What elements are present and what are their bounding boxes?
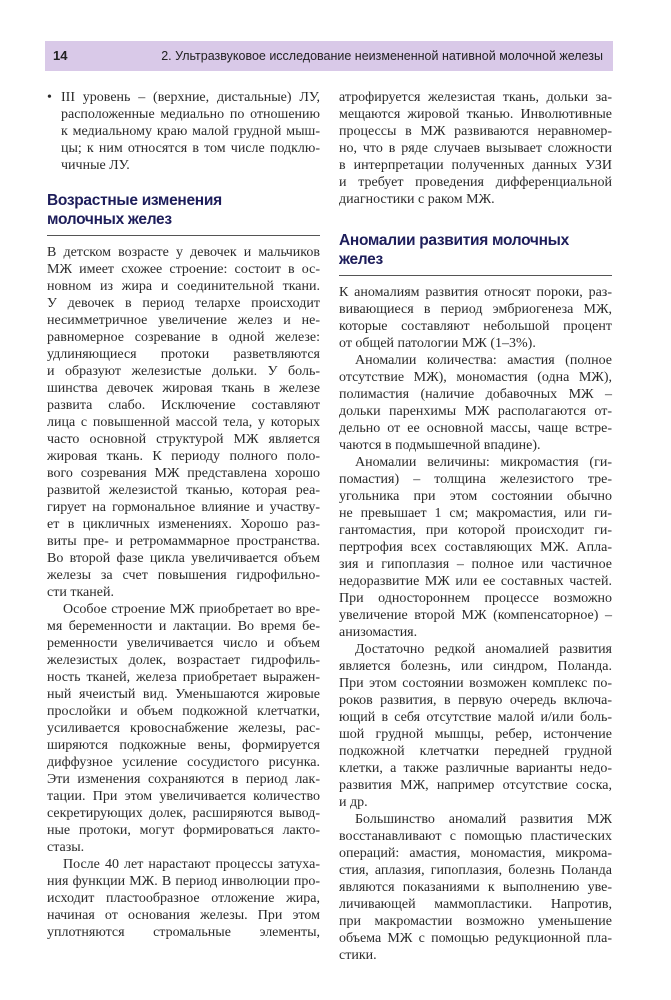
text-line: дольки паренхимы МЖ располагаются от- [339, 404, 612, 419]
text-line: гирует на гормональное влияние и участву- [47, 500, 320, 515]
paragraph [339, 641, 612, 811]
bullet-icon: • [47, 90, 52, 105]
text-line: усиливается кровоснабжение железы, рас- [47, 721, 320, 736]
text-line: чичные ЛУ. [61, 158, 130, 173]
text-line: ный ячеистый вид. Уменьшаются жировые [47, 687, 320, 702]
text-line: клетки, а также различные варианты недо- [339, 761, 612, 776]
text-line: вивающиеся в период эмбриогенеза МЖ, [339, 302, 612, 317]
text-line: диффузное усиление сосудистого рисунка. [47, 755, 320, 770]
text-line: шинства девочек жировая ткань в железе [47, 381, 320, 396]
text-line: роков развития, в первую очередь включа- [339, 693, 612, 708]
text-line: ет в цикличных изменениях. Хорошо раз- [47, 517, 320, 532]
text-line: развития МЖ, например отсутствие соска, [339, 778, 612, 793]
text-line: При одностороннем процессе возможно [339, 591, 612, 606]
text-line: После 40 лет нарастают процессы затуха- [63, 857, 320, 872]
text-line: ния функции МЖ. В период инволюции про- [47, 874, 320, 889]
text-line: Аномалии величины: микромастия (ги- [355, 455, 612, 470]
text-line: начиная от основания железы. При этом [47, 908, 320, 923]
text-line: диагностики с раком МЖ. [339, 192, 495, 207]
text-line: полимастия (наличие добавочных МЖ – [339, 387, 612, 402]
text-line: равномерное созревание в одной железе: [47, 330, 320, 345]
paragraph [47, 244, 320, 601]
heading-line: Аномалии развития молочных желез [339, 232, 569, 268]
paragraph [47, 856, 320, 941]
text-line: цы; к ним относятся в том числе подклю- [61, 141, 320, 156]
section-heading [339, 231, 612, 276]
text-line: III уровень – (верхние, дистальные) ЛУ, [61, 90, 320, 105]
text-line: объема МЖ с помощью редукционной пла- [339, 931, 612, 946]
text-line: увеличение второй МЖ (компенсаторное) – [339, 608, 612, 623]
text-line: угольника при этом состоянии обычно [339, 489, 612, 504]
text-line: к медиальному краю малой грудной мыш- [61, 124, 320, 139]
text-line: Достаточно редкой аномалией развития [355, 642, 612, 657]
text-line: и требует проведения дифференциальной [339, 175, 612, 190]
text-line: Особое строение МЖ приобретает во вре- [63, 602, 320, 617]
text-line: шой грудной мышцы, ребер, истончение [339, 727, 612, 742]
text-line: чаются в подмышечной впадине). [339, 438, 541, 453]
text-line: ность тканей, железа приобретает выражен- [47, 670, 320, 685]
paragraph [339, 284, 612, 352]
text-line: при макромастии возможно уменьшение [339, 914, 612, 929]
text-line: секретирующих долек, расширяются вывод- [47, 806, 320, 821]
text-line: операций: амастия, мономастия, микрома- [339, 846, 612, 861]
text-line: стазы. [47, 840, 85, 855]
text-line: подкожной клетчатки передней грудной [339, 744, 612, 759]
text-line: недоразвитие МЖ или ее составных частей. [339, 574, 612, 589]
text-line: анизомастия. [339, 625, 418, 640]
text-line: Аномалии количества: амастия (полное [355, 353, 612, 368]
right-column [339, 89, 612, 964]
heading-line: Возрастные изменения [47, 192, 222, 209]
text-line: пертрофия всех составляющих МЖ. Апла- [339, 540, 612, 555]
text-line: и др. [339, 795, 368, 810]
text-line: Эти изменения сохраняются в период лак- [47, 772, 320, 787]
text-line: Во второй фазе цикла увеличивается объем [47, 551, 320, 566]
text-line: жировая ткань. К периоду полного поло- [47, 449, 320, 464]
text-line: и образуют железистые дольки. У боль- [47, 364, 320, 379]
text-line: является болезнь, или синдром, Поланда. [339, 659, 612, 674]
text-line: личивающей маммопластики. Напротив, [339, 897, 612, 912]
paragraph [339, 454, 612, 641]
section-heading [47, 191, 320, 236]
text-line: При этом состоянии возможен комплекс по- [339, 676, 612, 691]
text-line: являются показаниями к выполнению уве- [339, 880, 612, 895]
text-line: Большинство аномалий развития МЖ [355, 812, 612, 827]
text-line: ширяются подкожные вены, формируется [47, 738, 320, 753]
text-line: вого созревания МЖ представлена хорошо [47, 466, 320, 481]
left-column [47, 89, 320, 941]
text-line: виты пре- и ретромаммарное пространства. [47, 534, 320, 549]
text-line: которые составляют небольшой процент [339, 319, 612, 334]
bullet-item [47, 89, 320, 174]
text-line: ременности увеличивается число и объем [47, 636, 320, 651]
running-header [45, 41, 613, 71]
text-line: стики. [339, 948, 377, 963]
text-line: прослойки и объем подкожной клетчатки, [47, 704, 320, 719]
text-line: сти тканей. [47, 585, 114, 600]
text-line: восстанавливают с помощью пластических [339, 829, 612, 844]
text-line: помастия) – толщина железистого тре- [339, 472, 612, 487]
text-line: дельно от ее основной массы, чаще встре- [339, 421, 612, 436]
text-line: К аномалиям развития относят пороки, раз- [339, 285, 612, 300]
text-line: несимметричное увеличение желез и не- [47, 313, 320, 328]
text-line: новном из жира и соединительной ткани. [47, 279, 320, 294]
text-line: стия, аплазия, гипоплазия, болезнь Поланда [339, 863, 612, 878]
text-line: часто основной структурой МЖ является [47, 432, 320, 447]
text-line: гантомастия, при которой происходит ги- [339, 523, 612, 538]
text-line: тации. При этом увеличивается количество [47, 789, 320, 804]
text-line: развита слабо. Исключение составляют [47, 398, 320, 413]
text-line: железистых долек, возрастает гидрофиль- [47, 653, 320, 668]
text-line: зия и гипоплазия – полное или частичное [339, 557, 612, 572]
text-line: в интерпретации полученных данных УЗИ [339, 158, 612, 173]
text-line: ные протоки, могут формироваться лакто- [47, 823, 320, 838]
text-line: У девочек в период телархе происходит [47, 296, 320, 311]
text-line: МЖ имеет схожее строение: состоит в ос- [47, 262, 320, 277]
text-line: мя беременности и лактации. Во время бе- [47, 619, 320, 634]
text-line: но, что в ряде случаев вызывает сложности [339, 141, 612, 156]
text-line: железы за счет повышения гидрофильно- [47, 568, 320, 583]
text-line: ющий в себя отсутствие малой и/или боль- [339, 710, 612, 725]
text-line: процессы в МЖ развиваются неравномер- [339, 124, 612, 139]
text-line: от общей патологии МЖ (1–3%). [339, 336, 536, 351]
paragraph [47, 601, 320, 856]
text-line: мещаются жировой тканью. Инволютивные [339, 107, 612, 122]
paragraph [339, 352, 612, 454]
text-line: не превышает 1 см; макромастия, или ги- [339, 506, 612, 521]
text-line: атрофируется железистая ткань, дольки за- [339, 90, 612, 105]
paragraph [339, 811, 612, 964]
text-line: развитой железистой тканью, которая реа- [47, 483, 320, 498]
text-line: исходит пластообразное отложение жира, [47, 891, 320, 906]
text-line: отсутствие МЖ), мономастия (одна МЖ), [339, 370, 612, 385]
text-line: лица с повышенной массой тела, у которых [47, 415, 320, 430]
heading-line: молочных желез [47, 211, 172, 228]
text-line: уплотняются стромальные элементы, [47, 925, 320, 940]
page-number: 14 [53, 48, 68, 63]
text-line: удлиняющиеся протоки разветвляются [47, 347, 320, 362]
text-line: В детском возрасте у девочек и мальчиков [47, 245, 320, 260]
text-line: расположенные медиально по отношению [61, 107, 320, 122]
paragraph-continued [339, 89, 612, 208]
chapter-title: 2. Ультразвуковое исследование неизмененной нативной молочной железы [161, 49, 603, 63]
